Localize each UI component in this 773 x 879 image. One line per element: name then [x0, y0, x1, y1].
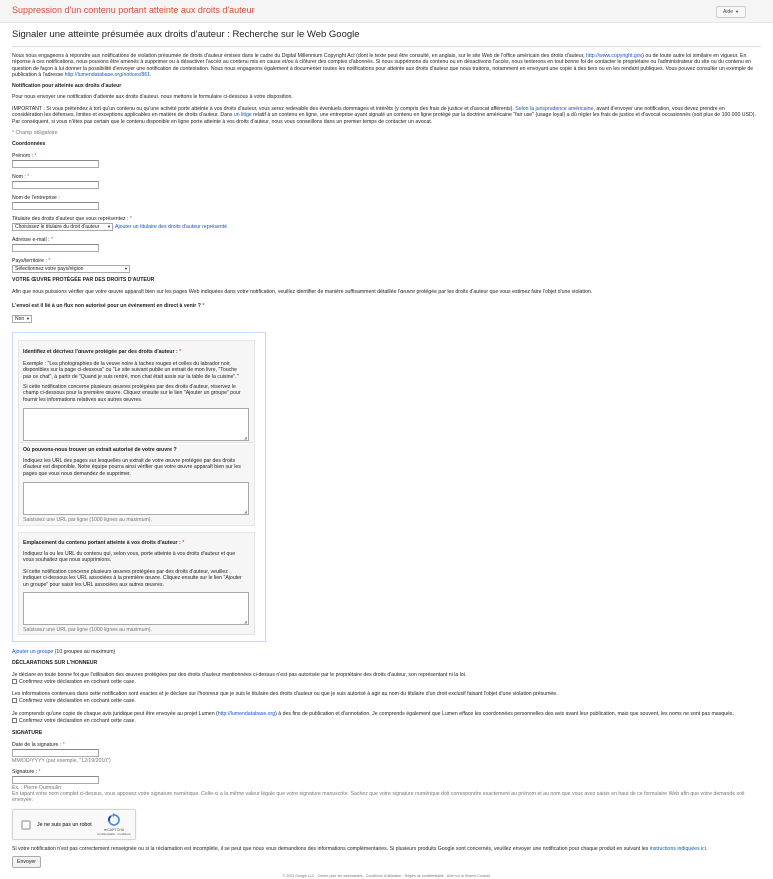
describe-work-textarea[interactable] [23, 408, 249, 441]
infringing-url-box [18, 532, 255, 635]
intro-text: Nous nous engageons à répondre aux notifications de violation présumée de droits d'auteur émises dans le cadre du Digital Millennium Copyright Act (dont le texte peut être consulté, en anglais, sur le site Web de l'office américain des droits d'auteur, [12, 53, 587, 59]
describe-work-note: Si cette notification concerne plusieurs œuvres protégées par des droits d'auteur, réservez le champ ci-dessous pour la première œuvre. Cliquez ensuite sur le lien "Ajouter un groupe" pour fournir les informations relatives aux autres œuvres. [23, 384, 241, 403]
required-note: * Champ obligatoire [12, 130, 58, 136]
authorized-url-textarea[interactable] [23, 482, 249, 515]
authorized-url-box [18, 444, 255, 526]
declaration-2-checkbox[interactable] [12, 698, 17, 703]
declaration-1-checkbox[interactable] [12, 679, 17, 684]
declaration-1-text: Je déclare en toute bonne foi que l'utilisation des œuvres protégées par des droits d'auteur mentionnées ci-dessus n'est pas autorisée par le propriétaire des droits d'auteur, son représentant ni la loi. [12, 672, 467, 678]
signature-note: En tapant votre nom complet ci-dessus, vous apposez votre signature numérique. Celle-ci a la même valeur légale que votre signature manuscrite. Sachez que votre signature numérique doit correspondre exactement au prénom et au nom que vous avez saisis en haut de ce formulaire Web afin que votre demande soit envoyée. [12, 791, 745, 804]
declaration-1-row [12, 679, 757, 685]
add-group-row [12, 649, 757, 655]
last-name-input[interactable] [12, 181, 99, 189]
declaration-3-row [12, 718, 757, 724]
email-input[interactable] [12, 244, 99, 252]
important-text-2: , avant d'envoyer une notification, vous devez prendre en considération les défenses, limites et exceptions applicables en matière de droits d'auteur. Dans [12, 106, 725, 119]
recaptcha-widget [12, 809, 136, 840]
recaptcha-label: Je ne suis pas un robot [37, 822, 92, 828]
infringing-url-note: Si cette notification concerne plusieurs œuvres protégées par des droits d'auteur, veuillez indiquer ci-dessous les URL associées à la première œuvre. Cliquez ensuite sur le lien "Ajouter un groupe" pour saisir les URL associées aux autres œuvres. [23, 569, 242, 588]
add-group-link[interactable]: Ajouter un groupe [12, 649, 54, 655]
add-group-note: (10 groupes au maximum) [54, 649, 116, 655]
chevron-down-icon: ▼ [26, 316, 30, 321]
signature-label: Signature : * [12, 769, 41, 775]
page-title: Signaler une atteinte présumée aux droits d'auteur : Recherche sur le Web Google [12, 29, 360, 40]
country-select[interactable]: Sélectionnez votre pays/région ▼ [12, 265, 130, 273]
authorized-url-text: Indiquez les URL des pages sur lesquelles un extrait de votre œuvre protégée par des droits d'auteur est disponible. Notre équipe pourra ainsi vérifier que votre œuvre apparaît bien sur les pages que vous nous demandez de supprimer. [23, 458, 241, 477]
top-bar [0, 0, 773, 23]
jurisprudence-link[interactable]: Selon la jurisprudence américaine [515, 106, 594, 112]
resize-handle-icon[interactable]: ◢ [243, 619, 247, 624]
lumen-example-link[interactable]: http://lumendatabase.org/notices/861 [64, 71, 150, 78]
live-event-select[interactable]: Non ▼ [12, 315, 32, 323]
recaptcha-logo-icon [103, 813, 125, 827]
chevron-down-icon: ▼ [107, 224, 111, 229]
signature-date-label: Date de la signature : * [12, 742, 65, 748]
intro-text-2: ) ou de toute autre loi similaire en vigueur. En réponse à ces notifications, nous pouvons être amenés à supprimer ou à désactiver l'accès au contenu mis en cause et/ou à clôturer des comptes d'abonnés. Si nous supprimons du contenu ou en désactivons l'accès, nous tenterons en tout bonne foi de contacter le propriétaire ou l'administrateur du site ou du contenu en question de façon à lui donner la possibilité d'envoyer une notification de contestation. Nous nous engageons également à documenter toutes les notifications pour atteinte aux droits d'auteur que nous traitons, notamment en envoyant une copie à des tiers ou en les rendant publiques. Vous pouvez consulter un exemple de publication à l'adresse [12, 53, 754, 78]
declaration-2-row [12, 698, 757, 704]
copyright-gov-link[interactable]: http://www.copyright.gov [586, 53, 643, 59]
recaptcha-terms-link[interactable]: Confidentialité - Conditions [97, 832, 131, 836]
resize-handle-icon[interactable]: ◢ [243, 509, 247, 514]
divider [12, 46, 761, 47]
footer: © 2023 Google LLC - Centre pour les webmasters - Conditions d'utilisation - Règles de confidentialité - Aide sur la Search Console [282, 874, 491, 878]
chevron-down-icon: ▼ [124, 266, 128, 271]
rights-holder-select[interactable]: Choisissez le titulaire du droit d'auteur ▼ [12, 223, 113, 231]
help-label: Aide [723, 9, 734, 15]
signature-input[interactable] [12, 776, 99, 784]
instructions-link[interactable]: instructions indiquées ici [649, 846, 706, 852]
important-text: IMPORTANT : Si vous prétendez à tort qu'un contenu ou qu'une activité porte atteinte à vos droits d'auteur, vous serez redevable des éventuels dommages et intérêts (y compris des frais de justice et d'avocat afférents). [12, 106, 516, 112]
notification-text: Pour nous envoyer une notification d'atteinte aux droits d'auteur, nous mettons le formulaire ci-dessous à votre disposition. [12, 94, 293, 100]
describe-work-box [18, 340, 255, 443]
declaration-3-checkbox[interactable] [12, 718, 17, 723]
signature-heading: SIGNATURE [12, 730, 43, 736]
first-name-label: Prénom : * [12, 153, 37, 159]
infringing-url-textarea[interactable] [23, 592, 249, 625]
important-paragraph [12, 106, 757, 125]
authorized-url-heading: Où pouvons-nous trouver un extrait autorisé de votre œuvre ? [23, 447, 177, 453]
live-event-question: L'envoi est il lié à un flux non autorisé pour un événement en direct à venir ? * [12, 303, 205, 309]
recaptcha-brand: reCAPTCHA [103, 828, 125, 832]
submit-note: Si votre notification n'est pas correctement renseignée ou si la réclamation est incomplète, il se peut que nous vous demandions des informations complémentaires. Si plusieurs produits Google sont concernés, veuillez envoyer une notification pour chaque produit en suivant les instructions indiquées ici. [12, 846, 708, 852]
declaration-3-checkbox-label[interactable]: Confirmez votre déclaration en cochant cette case. [19, 718, 136, 724]
litigation-link[interactable]: un litige [233, 112, 252, 119]
work-intro: Afin que nous puissions vérifier que votre œuvre apparaît bien sur les pages Web indiquées dans votre notification, veuillez identifier de manière suffisamment détaillée l'œuvre protégée par les droits d'auteur que vous estimez faire l'objet d'une violation. [12, 289, 593, 295]
first-name-input[interactable] [12, 160, 99, 168]
declaration-3-text: Je comprends qu'une copie de chaque avis juridique peut être envoyée au projet Lumen (http://lumendatabase.org) à des fins de publication et d'annotation. Je comprends également que Lumen efface les coordonnées personnelles des avis avant leur publication, mais que souvent, les noms ne sont pas masqués. [12, 711, 734, 717]
country-label: Pays/territoire : * [12, 258, 51, 264]
contact-heading: Coordonnées [12, 141, 46, 147]
lumen-link[interactable]: http://lumendatabase.org [217, 711, 276, 717]
email-label: Adresse e-mail : * [12, 237, 53, 243]
submit-button[interactable]: Envoyer [12, 856, 41, 868]
declaration-1-checkbox-label[interactable]: Confirmez votre déclaration en cochant cette case. [19, 679, 136, 685]
chevron-down-icon: ▼ [735, 9, 739, 14]
intro-paragraph [12, 53, 757, 78]
company-input[interactable] [12, 202, 99, 210]
infringing-url-hint: Saisissez une URL par ligne (1000 lignes au maximum). [23, 627, 152, 633]
signature-example: Ex. : Pierre Dumoulin [12, 785, 62, 791]
notification-heading: Notification pour atteinte aux droits d'auteur [12, 83, 122, 89]
infringing-url-text: Indiquez la ou les URL du contenu qui, selon vous, porte atteinte à vos droits d'auteur et que vous souhaitez que nous supprimions. [23, 551, 236, 564]
infringing-url-heading: Emplacement du contenu portant atteinte à vos droits d'auteur : * [23, 540, 185, 546]
add-rights-holder-link[interactable]: Ajouter un titulaire des droits d'auteur représenté [115, 224, 228, 230]
intro-end: . [150, 71, 152, 78]
last-name-label: Nom : * [12, 174, 30, 180]
work-heading: VOTRE ŒUVRE PROTÉGÉE PAR DES DROITS D'AUTEUR [12, 277, 155, 283]
declarations-heading: DÉCLARATIONS SUR L'HONNEUR [12, 660, 98, 666]
declaration-2-text: Les informations contenues dans cette notification sont exactes et je déclare sur l'honneur que je suis le titulaire des droits d'auteur ou que je suis autorisé à agir au nom du titulaire d'un droit exclusif faisant l'objet d'une violation présumée. [12, 691, 558, 697]
authorized-url-hint: Saisissez une URL par ligne (1000 lignes au maximum). [23, 517, 152, 523]
declaration-2-checkbox-label[interactable]: Confirmez votre déclaration en cochant cette case. [19, 698, 136, 704]
important-text-3: relatif à un contenu en ligne, une entreprise ayant signalé un contenu en ligne protégé par la doctrine américaine "fair use" (usage loyal) a dû régler les frais de justice et d'avocat occasionnés (soit plus de 100 000 USD). Par conséquent, si vous n'êtes pas certain que le contenu disponible en ligne porte atteinte à vos droits d'auteur, nous vous conseillons dans un premier temps de contacter un avocat. [12, 112, 756, 125]
recaptcha-checkbox[interactable] [21, 820, 31, 830]
resize-handle-icon[interactable]: ◢ [243, 435, 247, 440]
signature-date-input[interactable] [12, 749, 99, 757]
describe-work-heading: Identifiez et décrivez l'œuvre protégée par des droits d'auteur : * [23, 349, 182, 355]
app-title: Suppression d'un contenu portant atteinte aux droits d'auteur [12, 5, 255, 15]
rights-holder-label: Titulaire des droits d'auteur que vous représentez : * [12, 216, 132, 222]
signature-date-hint: MM/DD/YYYY (par exemple, "12/19/2010") [12, 758, 111, 764]
describe-work-example: Exemple : "Les photographies de la veuve noire à taches rouges et celles du labrador noir, disponibles sur la page ci-dessous" ou "Le site suivant publie un extrait de mon livre, "Touche pas ce chat", à partir de "Quand je suis rentré, mon chat était assis sur la table de la cuisine"." [23, 361, 239, 380]
company-label: Nom de l'entreprise : [12, 195, 60, 201]
help-menu-button[interactable] [716, 6, 746, 18]
